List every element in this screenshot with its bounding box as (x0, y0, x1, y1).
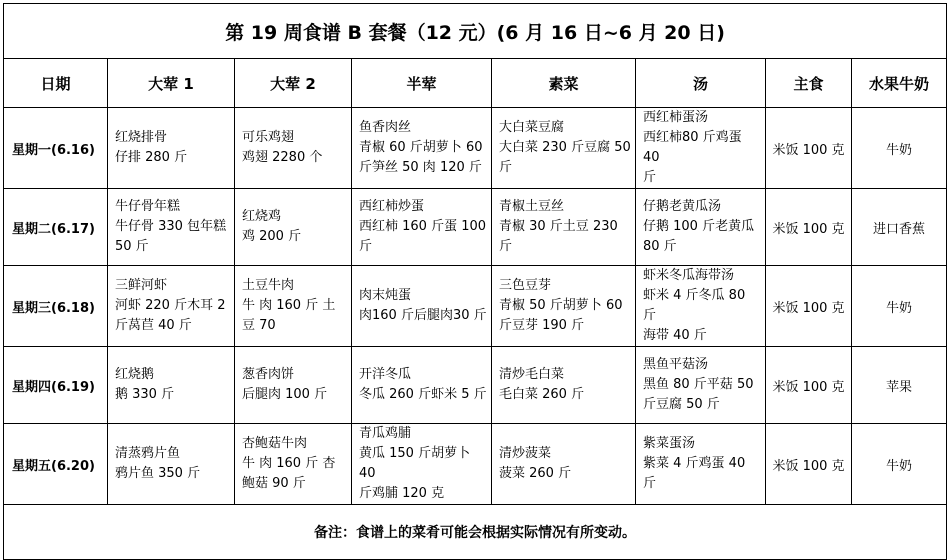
dish-name: 三色豆芽 (499, 278, 552, 293)
day-cell: 星期五(6.20) (4, 424, 108, 505)
dish-ingredients: 斤莴苣 40 斤 (115, 318, 192, 333)
menu-body (4, 108, 947, 505)
dish-name: 可乐鸡翅 (242, 130, 295, 145)
dish-ingredients: 斤豆芽 190 斤 (499, 318, 585, 333)
dish-ingredients: 牛 肉 160 斤 杏 (242, 456, 336, 471)
dish-ingredients: 斤 (499, 160, 513, 175)
table-row (4, 108, 947, 189)
header-half-meat: 半荤 (352, 59, 492, 108)
soup-cell (636, 108, 766, 189)
meat-1-cell (108, 347, 235, 424)
half-meat-cell (352, 108, 492, 189)
dish-name: 三鲜河虾 (115, 278, 168, 293)
fruit-milk-cell: 苹果 (852, 347, 947, 424)
dish-ingredients: 仔鹅 100 斤老黄瓜 (643, 219, 755, 234)
header-row (4, 59, 947, 108)
menu-table (3, 3, 947, 560)
dish-name: 杏鲍菇牛肉 (242, 436, 308, 451)
meat-1-cell (108, 266, 235, 347)
dish-ingredients: 河虾 220 斤木耳 2 (115, 298, 226, 313)
dish-name: 黑鱼平菇汤 (643, 357, 709, 372)
header-vegetable: 素菜 (492, 59, 636, 108)
vegetable-cell (492, 189, 636, 266)
dish-ingredients: 牛仔骨 330 包年糕 (115, 219, 227, 234)
day-cell: 星期四(6.19) (4, 347, 108, 424)
header-meat-1: 大荤 1 (108, 59, 235, 108)
dish-name: 肉末炖蛋 (359, 288, 412, 303)
staple-cell: 米饭 100 克 (766, 108, 852, 189)
dish-ingredients: 青椒 60 斤胡萝卜 60 (359, 140, 483, 155)
meat-2-cell (235, 266, 352, 347)
dish-name: 红烧排骨 (115, 130, 168, 145)
table-row (4, 266, 947, 347)
dish-ingredients: 黑鱼 80 斤平菇 50 (643, 377, 754, 392)
dish-ingredients: 肉160 斤后腿肉30 斤 (359, 308, 487, 323)
dish-name: 清蒸鸦片鱼 (115, 446, 181, 461)
dish-name: 开洋冬瓜 (359, 367, 412, 382)
dish-ingredients: 海带 40 斤 (643, 328, 707, 343)
staple-cell: 米饭 100 克 (766, 266, 852, 347)
soup-cell (636, 189, 766, 266)
dish-ingredients: 西红柿80 斤鸡蛋 40 (643, 130, 742, 165)
dish-name: 鱼香肉丝 (359, 120, 412, 135)
meat-2-cell (235, 108, 352, 189)
meat-1-cell (108, 108, 235, 189)
table-row (4, 189, 947, 266)
dish-ingredients: 斤 (643, 170, 657, 185)
dish-ingredients: 牛 肉 160 斤 土 (242, 298, 336, 313)
dish-ingredients: 鸡 200 斤 (242, 229, 302, 244)
menu-footnote: 备注：食谱上的菜肴可能会根据实际情况有所变动。 (4, 505, 947, 560)
header-soup: 汤 (636, 59, 766, 108)
meat-2-cell (235, 347, 352, 424)
dish-ingredients: 冬瓜 260 斤虾米 5 斤 (359, 387, 487, 402)
header-fruit-milk: 水果牛奶 (852, 59, 947, 108)
day-cell: 星期二(6.17) (4, 189, 108, 266)
header-staple: 主食 (766, 59, 852, 108)
soup-cell (636, 266, 766, 347)
dish-ingredients: 鹅 330 斤 (115, 387, 175, 402)
header-meat-2: 大荤 2 (235, 59, 352, 108)
dish-ingredients: 青椒 30 斤土豆 230 斤 (499, 219, 618, 254)
dish-name: 红烧鸡 (242, 209, 282, 224)
soup-cell (636, 424, 766, 505)
table-row (4, 347, 947, 424)
dish-ingredients: 斤 (359, 239, 373, 254)
dish-ingredients: 80 斤 (643, 239, 677, 254)
meat-2-cell (235, 189, 352, 266)
dish-ingredients: 大白菜 230 斤豆腐 50 (499, 140, 631, 155)
dish-name: 西红柿炒蛋 (359, 199, 425, 214)
dish-ingredients: 斤笋丝 50 肉 120 斤 (359, 160, 482, 175)
dish-name: 土豆牛肉 (242, 278, 295, 293)
half-meat-cell (352, 424, 492, 505)
dish-name: 紫菜蛋汤 (643, 436, 696, 451)
dish-ingredients: 西红柿 160 斤蛋 100 (359, 219, 487, 234)
dish-name: 青椒土豆丝 (499, 199, 565, 214)
dish-name: 青瓜鸡脯 (359, 426, 412, 441)
meat-1-cell (108, 424, 235, 505)
dish-ingredients: 毛白菜 260 斤 (499, 387, 585, 402)
dish-name: 牛仔骨年糕 (115, 199, 181, 214)
meat-2-cell (235, 424, 352, 505)
half-meat-cell (352, 347, 492, 424)
dish-ingredients: 斤豆腐 50 斤 (643, 397, 720, 412)
dish-name: 葱香肉饼 (242, 367, 295, 382)
dish-name: 红烧鹅 (115, 367, 155, 382)
fruit-milk-cell: 牛奶 (852, 108, 947, 189)
dish-name: 大白菜豆腐 (499, 120, 565, 135)
soup-cell (636, 347, 766, 424)
day-cell: 星期三(6.18) (4, 266, 108, 347)
dish-ingredients: 鲍菇 90 斤 (242, 476, 306, 491)
fruit-milk-cell: 牛奶 (852, 266, 947, 347)
half-meat-cell (352, 266, 492, 347)
dish-ingredients: 紫菜 4 斤鸡蛋 40 斤 (643, 456, 746, 491)
dish-name: 虾米冬瓜海带汤 (643, 268, 735, 283)
menu-title: 第 19 周食谱 B 套餐（12 元）(6 月 16 日~6 月 20 日) (4, 4, 947, 59)
staple-cell: 米饭 100 克 (766, 424, 852, 505)
fruit-milk-cell: 进口香蕉 (852, 189, 947, 266)
staple-cell: 米饭 100 克 (766, 189, 852, 266)
dish-ingredients: 斤鸡脯 120 克 (359, 486, 445, 501)
dish-ingredients: 菠菜 260 斤 (499, 466, 572, 481)
day-cell: 星期一(6.16) (4, 108, 108, 189)
dish-ingredients: 50 斤 (115, 239, 149, 254)
dish-name: 清炒菠菜 (499, 446, 552, 461)
vegetable-cell (492, 266, 636, 347)
dish-ingredients: 青椒 50 斤胡萝卜 60 (499, 298, 623, 313)
dish-ingredients: 黄瓜 150 斤胡萝卜 40 (359, 446, 471, 481)
dish-name: 清炒毛白菜 (499, 367, 565, 382)
table-row (4, 424, 947, 505)
dish-ingredients: 后腿肉 100 斤 (242, 387, 328, 402)
dish-ingredients: 鸡翅 2280 个 (242, 150, 323, 165)
dish-ingredients: 虾米 4 斤冬瓜 80 斤 (643, 288, 746, 323)
vegetable-cell (492, 108, 636, 189)
meat-1-cell (108, 189, 235, 266)
dish-ingredients: 鸦片鱼 350 斤 (115, 466, 201, 481)
dish-name: 西红柿蛋汤 (643, 110, 709, 125)
header-date: 日期 (4, 59, 108, 108)
dish-ingredients: 仔排 280 斤 (115, 150, 188, 165)
vegetable-cell (492, 347, 636, 424)
fruit-milk-cell: 牛奶 (852, 424, 947, 505)
dish-ingredients: 豆 70 (242, 318, 276, 333)
vegetable-cell (492, 424, 636, 505)
staple-cell: 米饭 100 克 (766, 347, 852, 424)
half-meat-cell (352, 189, 492, 266)
dish-name: 仔鹅老黄瓜汤 (643, 199, 722, 214)
